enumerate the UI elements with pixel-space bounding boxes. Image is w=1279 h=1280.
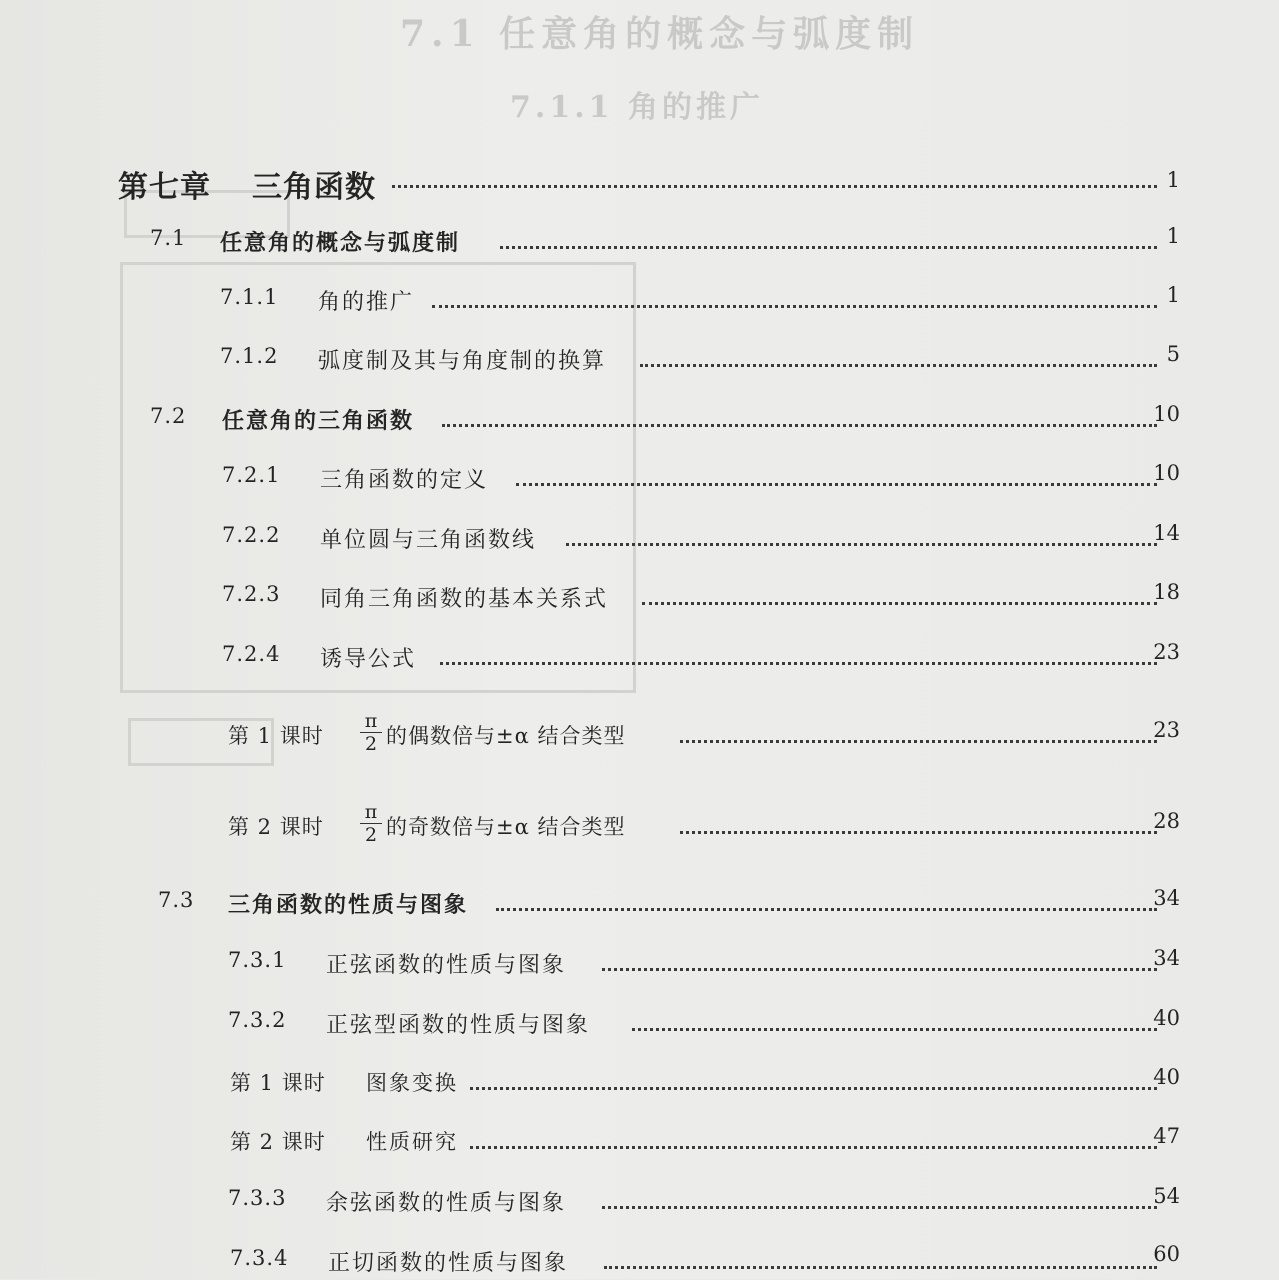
leader-dots — [470, 1087, 1157, 1090]
toc-lesson-row[interactable] — [0, 1122, 1279, 1162]
page-number: 23 — [1153, 640, 1180, 664]
toc-subsection-row[interactable] — [0, 519, 1279, 559]
chapter-number: 第七章 — [118, 170, 211, 205]
section-title: 任意角的三角函数 — [222, 409, 415, 434]
subsection-number: 7.2.4 — [222, 642, 281, 666]
subsection-number: 7.2.2 — [222, 523, 281, 547]
subsection-number: 7.1.1 — [220, 285, 279, 309]
subsection-number: 7.3.1 — [228, 948, 287, 972]
toc-subsection-row[interactable] — [0, 340, 1279, 380]
page-number: 47 — [1153, 1124, 1180, 1148]
leader-dots — [640, 364, 1157, 367]
leader-dots — [470, 1146, 1157, 1149]
section-title: 三角函数的性质与图象 — [228, 893, 469, 918]
leader-dots — [602, 1206, 1157, 1209]
subsection-title: 同角三角函数的基本关系式 — [320, 587, 609, 612]
subsection-title: 单位圆与三角函数线 — [320, 528, 537, 553]
toc-subsection-row[interactable] — [0, 459, 1279, 499]
subsection-title: 诱导公式 — [320, 647, 417, 672]
page-number: 18 — [1153, 580, 1180, 604]
fraction-numerator: π — [360, 801, 382, 824]
page-number: 34 — [1153, 886, 1180, 910]
fraction-denominator: 2 — [364, 733, 378, 755]
page-number: 1 — [1166, 168, 1180, 192]
toc-chapter-row[interactable] — [0, 160, 1279, 205]
leader-dots — [516, 483, 1157, 486]
chapter-title: 三角函数 — [252, 170, 376, 205]
section-title: 任意角的概念与弧度制 — [220, 231, 461, 256]
toc-subsection-row[interactable] — [0, 578, 1279, 618]
toc-subsection-row[interactable] — [0, 1004, 1279, 1044]
lesson-title: 图象变换 — [366, 1071, 458, 1095]
leader-dots — [632, 1028, 1157, 1031]
leader-dots — [642, 602, 1157, 605]
page-number: 10 — [1153, 402, 1180, 426]
subsection-title: 正切函数的性质与图象 — [328, 1251, 569, 1276]
toc-section-row[interactable] — [0, 222, 1279, 262]
leader-dots — [680, 740, 1157, 743]
page-number: 1 — [1166, 224, 1180, 248]
page-number: 54 — [1153, 1184, 1180, 1208]
toc-subsection-row[interactable] — [0, 1240, 1279, 1280]
page-number: 5 — [1166, 342, 1180, 366]
toc-lesson-row[interactable] — [0, 797, 1279, 857]
show-through-title: 7.1 任意角的概念与弧度制 — [400, 13, 920, 55]
leader-dots — [604, 1266, 1157, 1269]
leader-dots — [566, 543, 1157, 546]
subsection-title: 正弦函数的性质与图象 — [326, 953, 567, 978]
toc-section-row[interactable] — [0, 400, 1279, 440]
subsection-number: 7.1.2 — [220, 344, 279, 368]
leader-dots — [432, 305, 1157, 308]
fraction-pi-over-2 — [360, 710, 382, 755]
leader-dots — [602, 968, 1157, 971]
fraction-numerator: π — [360, 710, 382, 733]
page-number: 40 — [1153, 1065, 1180, 1089]
leader-dots — [440, 662, 1157, 665]
page-number: 28 — [1153, 809, 1180, 833]
subsection-title: 余弦函数的性质与图象 — [326, 1191, 567, 1216]
lesson-title: 的奇数倍与±α 结合类型 — [386, 815, 626, 839]
leader-dots — [496, 908, 1157, 911]
show-through-subtitle: 7.1.1 角的推广 — [510, 90, 764, 125]
page-number: 23 — [1153, 718, 1180, 742]
subsection-number: 7.2.3 — [222, 582, 281, 606]
subsection-title: 角的推广 — [318, 290, 415, 315]
toc-subsection-row[interactable] — [0, 638, 1279, 678]
fraction-denominator: 2 — [364, 824, 378, 846]
page-number: 60 — [1153, 1242, 1180, 1266]
fraction-pi-over-2 — [360, 801, 382, 846]
section-number: 7.2 — [150, 404, 187, 428]
lesson-number: 第 2 课时 — [230, 1130, 326, 1154]
subsection-number: 7.2.1 — [222, 463, 281, 487]
page-number: 40 — [1153, 1006, 1180, 1030]
toc-lesson-row[interactable] — [0, 706, 1279, 766]
lesson-title: 的偶数倍与±α 结合类型 — [386, 724, 626, 748]
toc-subsection-row[interactable] — [0, 1182, 1279, 1222]
subsection-number: 7.3.2 — [228, 1008, 287, 1032]
subsection-number: 7.3.3 — [228, 1186, 287, 1210]
toc-subsection-row[interactable] — [0, 944, 1279, 984]
lesson-number: 第 2 课时 — [228, 815, 324, 839]
subsection-title: 正弦型函数的性质与图象 — [326, 1013, 591, 1038]
subsection-number: 7.3.4 — [230, 1246, 289, 1270]
lesson-number: 第 1 课时 — [230, 1071, 326, 1095]
leader-dots — [442, 424, 1157, 427]
toc-lesson-row[interactable] — [0, 1063, 1279, 1103]
subsection-title: 三角函数的定义 — [320, 468, 489, 493]
leader-dots — [392, 185, 1157, 188]
subsection-title: 弧度制及其与角度制的换算 — [318, 349, 607, 374]
page-number: 1 — [1166, 283, 1180, 307]
lesson-number: 第 1 课时 — [228, 724, 324, 748]
page-number: 34 — [1153, 946, 1180, 970]
section-number: 7.3 — [158, 888, 195, 912]
toc-subsection-row[interactable] — [0, 281, 1279, 321]
lesson-title: 性质研究 — [366, 1130, 458, 1154]
toc-section-row[interactable] — [0, 884, 1279, 924]
section-number: 7.1 — [150, 226, 187, 250]
leader-dots — [500, 246, 1157, 249]
page-number: 10 — [1153, 461, 1180, 485]
page-number: 14 — [1153, 521, 1180, 545]
leader-dots — [680, 831, 1157, 834]
